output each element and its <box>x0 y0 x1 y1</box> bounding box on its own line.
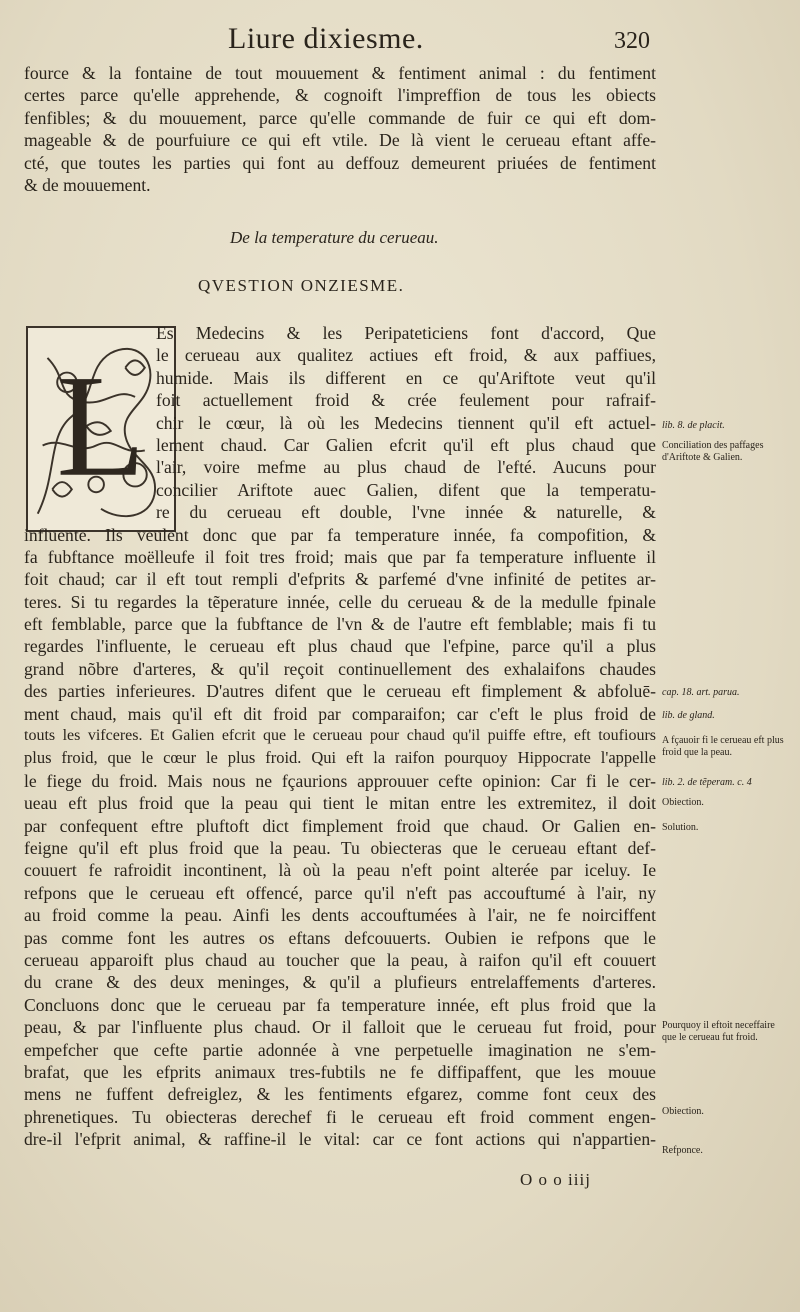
text-line: regardes l'influente, le cerueau eft plus chaud que l'efpine, parce qu'il a plus <box>24 636 656 657</box>
margin-note: Refponce. <box>662 1145 703 1156</box>
text-line: dre-il l'efprit animal, & raffine-il le vital: car ce font actions qui n'appartien- <box>24 1129 656 1150</box>
margin-note: lib. 8. de placit. <box>662 420 725 431</box>
text-line: l'air, voire mefme au plus chaud de l'efté. Aucuns pour <box>156 457 656 478</box>
text-line: Concluons donc que le cerueau par fa temperature innée, eft plus froid que la <box>24 994 656 1015</box>
text-line: par confequent eftre pluftoft dict fimplement froid que chaud. Or Galien en- <box>24 815 656 836</box>
text-line: refpons que le cerueau eft offencé, parce qu'il n'eft pas accouftumé à l'air, ny <box>24 882 656 903</box>
text-line: mageable & de pourfuiure ce qui eft vtile. De là vient le cerueau eftant affe- <box>24 130 656 151</box>
text-line: cté, que toutes les parties qui font au deffouz demeurent priuées de fentiment <box>24 152 656 173</box>
text-line: teres. Si tu regardes la tẽperature innée, celle du cerueau & de la medulle fpinale <box>24 591 656 612</box>
margin-note: Pourquoy il eftoit neceffaire que le cerueau fut froid. <box>662 1020 775 1043</box>
text-line: humide. Mais ils different en ce qu'Ariftote veut qu'il <box>156 367 656 388</box>
margin-note: Obiection. <box>662 797 704 808</box>
text-line: le cerueau aux qualitez actiues eft froid, & aux paffiues, <box>156 345 656 366</box>
text-line: fenfibles; & du mouuement, parce qu'elle commande de fuir ce qui eft dom- <box>24 107 656 128</box>
margin-note: Obiection. <box>662 1106 704 1117</box>
page-number: 320 <box>614 28 650 54</box>
text-line: mens ne fuffent defreiglez, & les fentiments efgarez, comme font ceux des <box>24 1084 656 1105</box>
text-line: & de mouuement. <box>24 174 151 195</box>
text-line: fa fubftance moëlleufe il foit tres froid; mais que par fa temperature influente il <box>24 546 656 567</box>
margin-note: lib. de gland. <box>662 710 715 721</box>
text-line: peau, & par l'influente plus chaud. Or il falloit que le cerueau fut froid, pour <box>24 1017 656 1038</box>
catchword-signature: O o o iiij <box>520 1170 591 1189</box>
text-line: du crane & des deux meninges, & qu'il a plufieurs entrelaffements d'arteres. <box>24 972 656 993</box>
text-line: eft femblable, parce que la fubftance de l'vn & de l'autre eft femblable; mais fi tu <box>24 614 656 635</box>
text-line: foit chaud; car il eft tout rempli d'efprits & parfemé d'vne infinité de petites ar- <box>24 569 656 590</box>
text-line: chir le cœur, là où les Medecins tiennent qu'il eft actuel- <box>156 412 656 433</box>
text-line: re du cerueau eft double, l'vne innée & naturelle, & <box>156 502 656 523</box>
text-line: influente. Ils veulent donc que par fa temperature innée, fa compofition, & <box>24 524 656 545</box>
text-line: phrenetiques. Tu obiecteras derechef fi le cerueau eft froid comment engen- <box>24 1106 656 1127</box>
text-line: ueau eft plus froid que la peau qui tient le mitan entre les extremitez, il doit <box>24 793 656 814</box>
opening-paragraph <box>24 62 656 196</box>
text-line: empefcher que cefte partie adonnée à vne perpetuelle imagination ne s'em- <box>24 1039 656 1060</box>
margin-note: cap. 18. art. parua. <box>662 687 740 698</box>
text-line: feigne qu'il eft plus froid que la peau. Tu obiecteras que le cerueau eftant def- <box>24 837 656 858</box>
main-paragraph <box>24 322 656 1150</box>
text-line: ment chaud, mais qu'il eft dit froid par comparaifon; car c'eft le plus froid de <box>24 703 656 724</box>
text-line: le fiege du froid. Mais nous ne fçaurions approuuer cefte opinion: Car fi le cer- <box>24 770 656 791</box>
text-line: Es Medecins & les Peripateticiens font d'accord, Que <box>156 323 656 343</box>
drop-cap-letter: L <box>56 344 146 507</box>
text-line: certes parce qu'elle apprehende, & cognoift l'impreffion de tous les obiects <box>24 85 656 106</box>
text-line: brafat, que les efprits animaux tres-fubtils ne fe diffipaffent, que les mouue <box>24 1061 656 1082</box>
running-title: Liure dixiesme. <box>228 22 424 55</box>
text-line: touts les vifceres. Et Galien efcrit que le cerueau pour chaud qu'il puiffe eftre, eft toufiours <box>24 727 656 745</box>
margin-note: Conciliation des paffages d'Ariftote & Galien. <box>662 440 764 463</box>
margin-note: Solution. <box>662 822 699 833</box>
question-heading: QVESTION ONZIESME. <box>198 276 405 295</box>
text-line: plus froid, que le cœur le plus froid. Qui eft la raifon pourquoy Hippocrate l'appelle <box>24 748 656 768</box>
page-header <box>0 22 800 62</box>
text-line: cerueau apparoift plus chaud au toucher que la peau, à raifon qu'il eft couuert <box>24 949 656 970</box>
section-subtitle: De la temperature du cerueau. <box>230 228 439 247</box>
text-line: pas comme font les autres os eftans defcouuerts. Oubien ie refpons que le <box>24 927 656 948</box>
text-line: foit actuellement froid & crée feulement pour rafraif- <box>156 390 656 411</box>
text-line: au froid comme la peau. Ainfi les dents accouftumées à l'air, ne fe noirciffent <box>24 905 656 926</box>
margin-note: A fçauoir fi le cerueau eft plus froid que la peau. <box>662 735 784 758</box>
margin-note: lib. 2. de tẽperam. c. 4 <box>662 777 752 788</box>
text-line: concilier Ariftote auec Galien, difent que la temperatu- <box>156 479 656 500</box>
text-line: fource & la fontaine de tout mouuement & fentiment animal : du fentiment <box>24 63 656 83</box>
text-line: des parties inferieures. D'autres difent que le cerueau eft fimplement & abfoluē- <box>24 681 656 702</box>
text-line: couuert fe rafroidit incontinent, là où la peau n'eft point alterée par iceluy. Ie <box>24 860 656 881</box>
text-line: lement chaud. Car Galien efcrit qu'il eft plus chaud que <box>156 434 656 455</box>
text-line: grand nõbre d'arteres, & qu'il reçoit continuellement des exhalaifons chaudes <box>24 658 656 679</box>
